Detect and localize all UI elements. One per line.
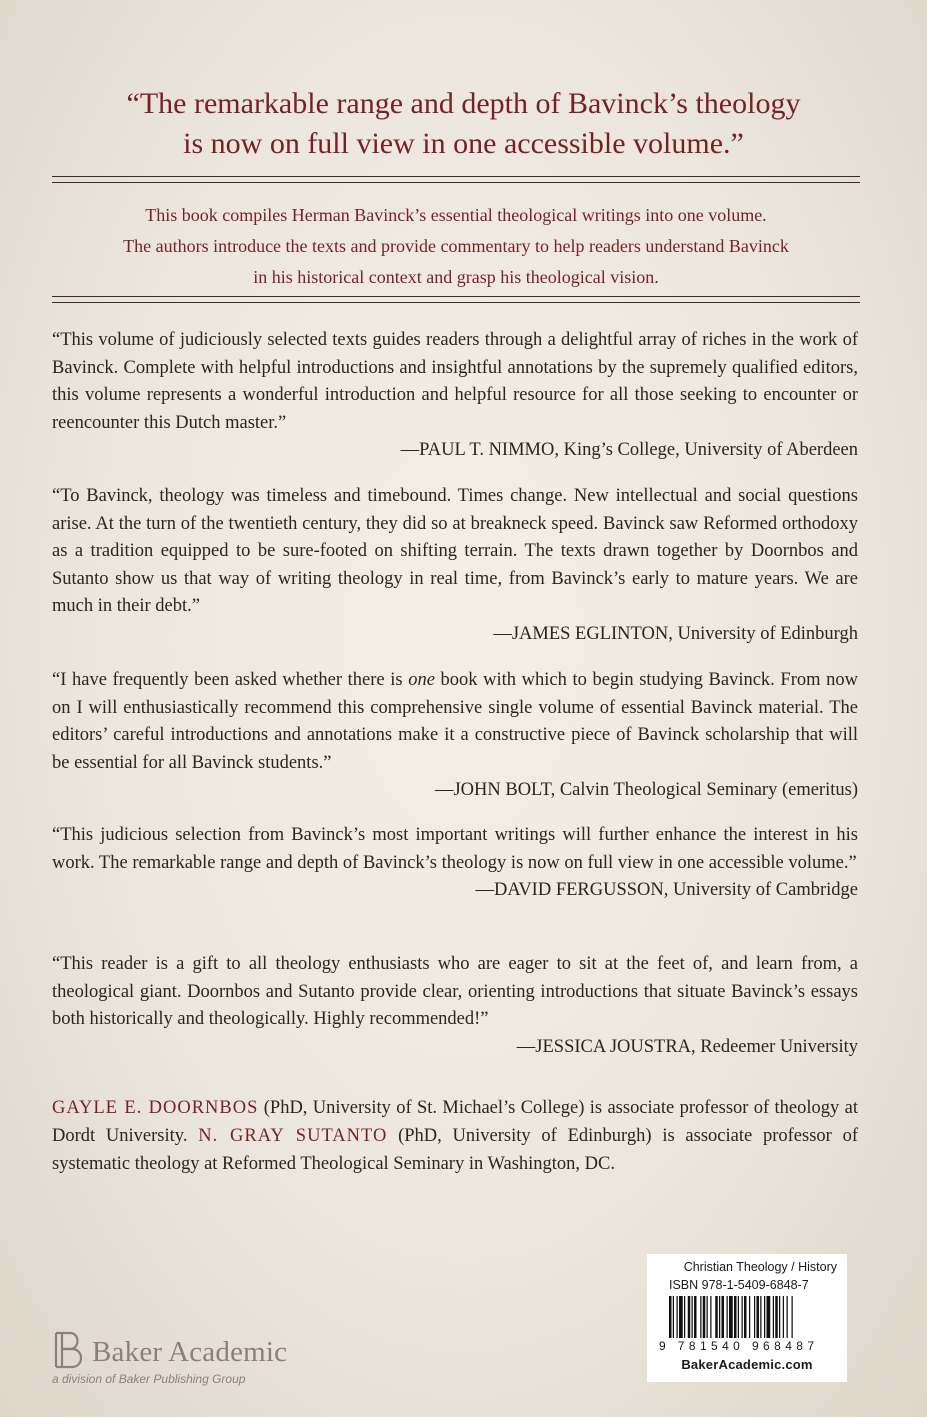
isbn-text: ISBN 978-1-5409-6848-7 bbox=[669, 1278, 809, 1292]
summary-line-3: in his historical context and grasp his theological vision. bbox=[253, 267, 659, 287]
barcode-bar bbox=[749, 1296, 750, 1338]
barcode-bar bbox=[734, 1296, 737, 1338]
author-bio-doornbos: (PhD, University of St. Michael’s College) is associate professor of theology at Dordt University. bbox=[52, 1098, 858, 1146]
barcode-bar bbox=[729, 1296, 733, 1338]
endorsement-attribution: —JAMES EGLINTON, University of Edinburgh bbox=[493, 623, 858, 644]
book-summary bbox=[52, 200, 860, 293]
double-rule-bottom bbox=[52, 296, 860, 303]
barcode-bar bbox=[773, 1296, 774, 1338]
endorsement-attribution: —JOHN BOLT, Calvin Theological Seminary (emeritus) bbox=[434, 780, 858, 800]
barcode-bar bbox=[744, 1296, 747, 1338]
barcode-bar bbox=[787, 1296, 788, 1338]
publisher-name: Baker Academic bbox=[92, 1336, 288, 1368]
barcode-bar bbox=[710, 1296, 711, 1338]
bisac-category: Christian Theology / History bbox=[683, 1260, 837, 1274]
barcode-bar bbox=[727, 1296, 728, 1338]
author-bios bbox=[52, 1094, 858, 1178]
publisher-website: BakerAcademic.com bbox=[681, 1357, 813, 1372]
barcode-bar bbox=[700, 1296, 701, 1338]
barcode-bar bbox=[719, 1296, 720, 1338]
endorsement-eglinton bbox=[52, 483, 858, 648]
endorsement-joustra bbox=[52, 951, 858, 1061]
barcode-digits: 9 781540 968487 bbox=[659, 1339, 819, 1353]
endorsement-bolt bbox=[52, 667, 858, 805]
endorsement-quote: “This volume of judiciously selected texts guides readers through a delightful array of riches in the work of Bavinck. Complete with helpful introductions and insightful annotations by the supremely qualified editors, this volume represents a wonderful introduction and helpful resource for all those seeking to encounter or reencounter this Dutch master.” bbox=[52, 330, 858, 433]
barcode-bar bbox=[742, 1296, 743, 1338]
barcode-bar bbox=[792, 1296, 793, 1338]
barcode-bar bbox=[692, 1296, 693, 1338]
summary-line-2: The authors introduce the texts and provide commentary to help readers understand Bavinck bbox=[123, 236, 789, 256]
endorsement-quote bbox=[52, 667, 858, 777]
barcode-bar bbox=[754, 1296, 755, 1338]
headline-line-2: is now on full view in one accessible volume.” bbox=[183, 127, 744, 160]
barcode-panel bbox=[647, 1254, 847, 1382]
barcode-bar bbox=[688, 1296, 691, 1338]
barcode-bar bbox=[694, 1296, 697, 1338]
publisher-division: a division of Baker Publishing Group bbox=[52, 1372, 246, 1386]
author-bio-sutanto: (PhD, University of Edinburgh) is associate professor of systematic theology at Reformed Theological Seminary in Washington, DC. bbox=[52, 1126, 858, 1174]
endorsement-attribution: —DAVID FERGUSSON, University of Cambridge bbox=[475, 880, 858, 900]
quote-emphasis: one bbox=[408, 670, 435, 690]
barcode-bar bbox=[684, 1296, 685, 1338]
endorsement-attribution: —JESSICA JOUSTRA, Redeemer University bbox=[516, 1036, 858, 1057]
barcode-bar bbox=[679, 1296, 683, 1338]
barcode-bar bbox=[775, 1296, 778, 1338]
barcode-bar bbox=[673, 1296, 674, 1338]
endorsement-quote: “This reader is a gift to all theology enthusiasts who are eager to sit at the feet of, and learn from, a theological giant. Doornbos and Sutanto provide clear, orienting introductions that situate Bavinck’s essays both historically and theologically. Highly recommended!” bbox=[52, 954, 858, 1029]
barcode-bar bbox=[767, 1296, 771, 1338]
summary-line-1: This book compiles Herman Bavinck’s essential theological writings into one volume. bbox=[145, 205, 767, 225]
barcode-bar bbox=[669, 1296, 672, 1338]
baker-academic-b-mark-icon bbox=[50, 1330, 90, 1370]
barcode-bar bbox=[757, 1296, 760, 1338]
barcode-bar bbox=[677, 1296, 678, 1338]
cover-headline-quote bbox=[60, 84, 867, 164]
headline-line-1: “The remarkable range and depth of Bavinck’s theology bbox=[126, 87, 801, 120]
endorsement-quote: “To Bavinck, theology was timeless and timebound. Times change. New intellectual and social questions arise. At the turn of the twentieth century, they did so at breakneck speed. Bavinck saw Reformed orthodoxy as a tradition equipped to be sure-footed on shifting terrain. The texts drawn together by Doornbos and Sutanto show us that way of writing theology in real time, from Bavinck’s early to mature years. We are much in their debt.” bbox=[52, 486, 858, 616]
publisher-logo bbox=[50, 1330, 330, 1390]
barcode-bar bbox=[707, 1296, 708, 1338]
author-name-doornbos: GAYLE E. DOORNBOS bbox=[52, 1098, 259, 1118]
barcode-bar bbox=[738, 1296, 739, 1338]
barcode-bar bbox=[764, 1296, 765, 1338]
double-rule-top bbox=[52, 176, 860, 183]
isbn-barcode-icon bbox=[669, 1296, 839, 1342]
barcode-bar bbox=[783, 1296, 784, 1338]
barcode-bar bbox=[703, 1296, 706, 1338]
author-name-sutanto: N. GRAY SUTANTO bbox=[198, 1126, 388, 1146]
endorsement-nimmo bbox=[52, 327, 858, 465]
endorsement-attribution: —PAUL T. NIMMO, King’s College, University of Aberdeen bbox=[400, 440, 858, 460]
barcode-bar bbox=[779, 1296, 780, 1338]
quote-text-after: book with which to begin studying Bavinck. From now on I will enthusiastically recommend this comprehensive single volume of essential Bavinck material. The editors’ careful introductions and annotations make it a constructive piece of Bavinck scholarship that will be essential for all Bavinck students.” bbox=[52, 670, 858, 773]
endorsement-quote: “This judicious selection from Bavinck’s most important writings will further enhance the interest in his work. The remarkable range and depth of Bavinck’s theology is now on full view in one accessible volume.” bbox=[52, 825, 858, 873]
barcode-bar bbox=[760, 1296, 761, 1338]
quote-text-before: “I have frequently been asked whether there is bbox=[52, 670, 409, 690]
endorsement-fergusson bbox=[52, 822, 858, 905]
barcode-bar bbox=[715, 1296, 718, 1338]
barcode-bar bbox=[722, 1296, 725, 1338]
